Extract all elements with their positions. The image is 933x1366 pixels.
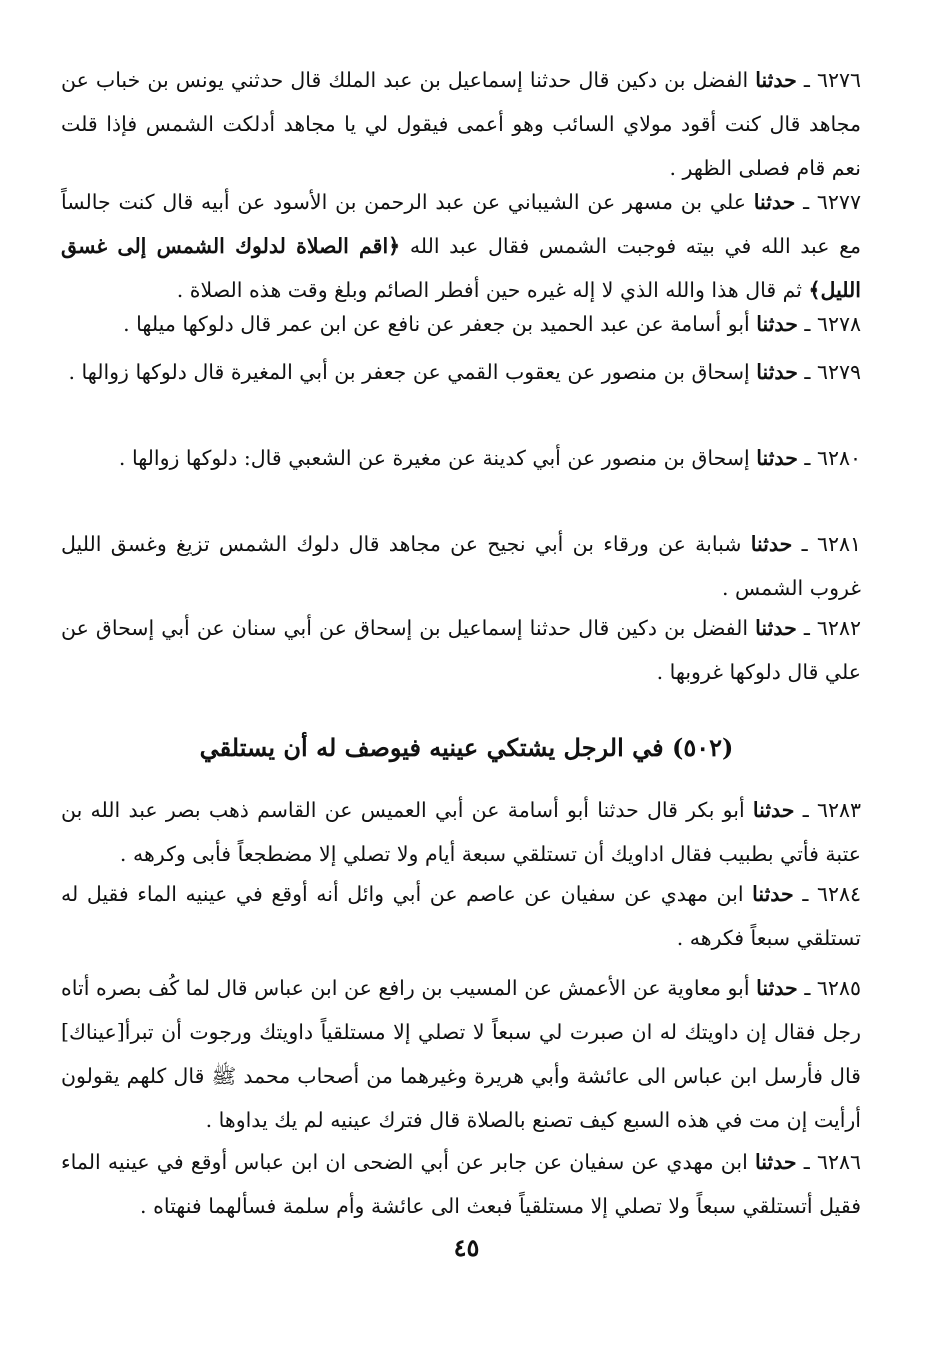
hadith-number: ٦٢٨٥ bbox=[816, 976, 861, 1000]
quran-verse: ﴿اقم الصلاة لدلوك الشمس إلى غسق الليل﴾ bbox=[61, 234, 861, 302]
hadith-text: ابن مهدي عن سفيان عن جابر عن أبي الضحى ان ابن عباس أوقع في عينيه الماء فقيل أتستلقي سبعاً ولا تصلي إلا مستلقياً فبعث الى عائشة وأم سلمة فسألهما فنهتاه . bbox=[61, 1150, 861, 1218]
hadith-entry bbox=[61, 350, 861, 394]
dash: ـ bbox=[804, 360, 811, 384]
dash: ـ bbox=[801, 532, 808, 556]
hadith-text: أبو بكر قال حدثنا أبو أسامة عن أبي العميس عن القاسم ذهب بصر عبد الله بن عتبة فأتي بطبيب فقال اداويك أن تستلقي سبعة أيام ولا تصلي إلا مضطجعاً فأبى وكرهه . bbox=[61, 798, 861, 866]
hadith-text-after: ثم قال هذا والله الذي لا إله غيره حين أفطر الصائم وبلغ وقت هذه الصلاة . bbox=[176, 278, 803, 302]
hadith-entry bbox=[61, 1140, 861, 1228]
hadith-entry bbox=[61, 58, 861, 190]
hadith-text: الفضل بن دكين قال حدثنا إسماعيل بن إسحاق عن أبي سنان عن أبي إسحاق عن علي قال دلوكها غروبها . bbox=[61, 616, 861, 684]
hadith-text: أبو معاوية عن الأعمش عن المسيب بن رافع عن ابن عباس قال لما كُف بصره أتاه رجل فقال إن داويتك له ان صبرت لي سبعاً لا تصلي إلا مستلقياً داويتك ورجوت أن تبرأ[عيناك] قال فأرسل ابن عباس الى عائشة وأبي هريرة وغيرهما من أصحاب محمد ﷺ قال كلهم يقولون أرأيت إن مت في هذه السبع كيف تصنع بالصلاة قال فترك عينيه لم يك يداوها . bbox=[61, 976, 861, 1132]
hadith-narration: حدثنا bbox=[753, 190, 796, 214]
dash: ـ bbox=[802, 798, 809, 822]
dash: ـ bbox=[803, 190, 810, 214]
hadith-number: ٦٢٨٢ bbox=[816, 616, 861, 640]
hadith-text: أبو أسامة عن عبد الحميد بن جعفر عن نافع عن ابن عمر قال دلوكها ميلها . bbox=[123, 312, 750, 336]
dash: ـ bbox=[804, 312, 811, 336]
hadith-narration: حدثنا bbox=[756, 312, 798, 336]
hadith-entry bbox=[61, 522, 861, 610]
hadith-narration: حدثنا bbox=[755, 1150, 797, 1174]
dash: ـ bbox=[804, 446, 811, 470]
hadith-narration: حدثنا bbox=[756, 976, 798, 1000]
hadith-entry bbox=[61, 788, 861, 876]
hadith-narration: حدثنا bbox=[756, 446, 798, 470]
hadith-number: ٦٢٨٣ bbox=[816, 798, 861, 822]
hadith-number: ٦٢٨١ bbox=[816, 532, 861, 556]
hadith-number: ٦٢٧٩ bbox=[816, 360, 861, 384]
hadith-entry bbox=[61, 436, 861, 480]
dash: ـ bbox=[803, 1150, 810, 1174]
hadith-entry bbox=[61, 872, 861, 960]
dash: ـ bbox=[802, 882, 809, 906]
hadith-text: إسحاق بن منصور عن يعقوب القمي عن جعفر بن أبي المغيرة قال دلوكها زوالها . bbox=[68, 360, 750, 384]
hadith-number: ٦٢٨٦ bbox=[816, 1150, 861, 1174]
hadith-narration: حدثنا bbox=[750, 532, 793, 556]
dash: ـ bbox=[804, 976, 811, 1000]
hadith-text: علي بن مسهر عن الشيباني عن عبد الرحمن بن الأسود عن أبيه قال كنت جالساً مع عبد الله في بيته فوجبت الشمس فقال عبد الله bbox=[61, 190, 861, 258]
hadith-number: ٦٢٧٨ bbox=[816, 312, 861, 336]
hadith-number: ٦٢٨٠ bbox=[816, 446, 861, 470]
hadith-number: ٦٢٧٧ bbox=[816, 190, 861, 214]
hadith-entry bbox=[61, 180, 861, 312]
hadith-number: ٦٢٨٤ bbox=[816, 882, 861, 906]
hadith-entry bbox=[61, 606, 861, 694]
page-number: ٤٥ bbox=[453, 1233, 480, 1262]
hadith-text: ابن مهدي عن سفيان عن عاصم عن أبي وائل أنه أوقع في عينيه الماء فقيل له تستلقي سبعاً فكرهه . bbox=[61, 882, 861, 950]
hadith-narration: حدثنا bbox=[755, 616, 797, 640]
hadith-text: إسحاق بن منصور عن أبي كدينة عن مغيرة عن الشعبي قال: دلوكها زوالها . bbox=[118, 446, 750, 470]
hadith-text: شبابة عن ورقاء بن أبي نجيح عن مجاهد قال دلوك الشمس تزيغ وغسق الليل غروب الشمس . bbox=[61, 532, 861, 600]
hadith-entry bbox=[61, 966, 861, 1142]
hadith-narration: حدثنا bbox=[755, 68, 797, 92]
dash: ـ bbox=[803, 68, 810, 92]
hadith-narration: حدثنا bbox=[752, 798, 795, 822]
hadith-entry bbox=[61, 302, 861, 346]
chapter-title: (٥٠٢) في الرجل يشتكي عينيه فيوصف له أن يستلقي bbox=[199, 733, 734, 762]
hadith-narration: حدثنا bbox=[752, 882, 794, 906]
hadith-narration: حدثنا bbox=[756, 360, 798, 384]
hadith-number: ٦٢٧٦ bbox=[816, 68, 861, 92]
hadith-text: الفضل بن دكين قال حدثنا إسماعيل بن عبد الملك قال حدثني يونس بن خباب عن مجاهد قال كنت أقود مولاي السائب وهو أعمى فيقول لي يا مجاهد أدلكت الشمس فإذا قلت نعم قام فصلى الظهر . bbox=[61, 68, 861, 180]
dash: ـ bbox=[803, 616, 810, 640]
